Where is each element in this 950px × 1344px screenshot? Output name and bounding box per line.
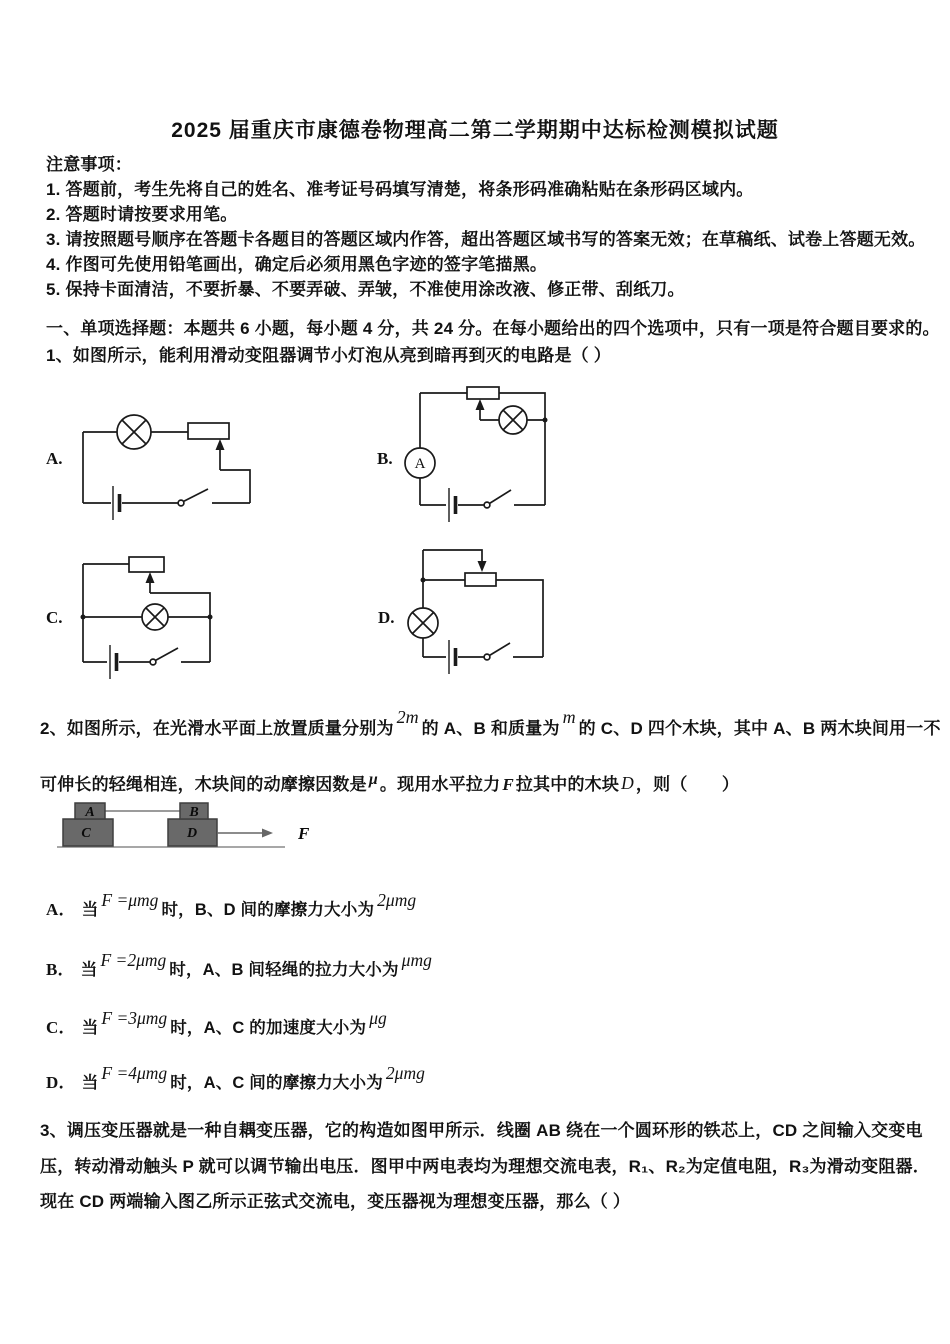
q2-text: 2、如图所示，在光滑水平面上放置质量分别为: [40, 719, 394, 738]
circuit-option-d: [408, 550, 543, 674]
q2-option-b: [46, 950, 435, 980]
junction-dot: [421, 578, 426, 583]
option-formula: μg: [369, 1008, 387, 1028]
note-item-5: 5. 保持卡面清洁，不要折暴、不要弄破、弄皱，不准使用涂改液、修正带、刮纸刀。: [46, 280, 685, 299]
block-b-label: B: [189, 805, 199, 820]
option-text: 当: [81, 901, 99, 919]
option-formula: F =4μmg: [101, 1063, 168, 1083]
option-label: A．: [46, 900, 76, 919]
option-formula: μmg: [401, 950, 432, 970]
wiper-arrow-icon: [478, 561, 487, 572]
question-1-text: 1、如图所示，能利用滑动变阻器调节小灯泡从亮到暗再到灭的电路是（ ）: [46, 346, 611, 365]
q3-line-1: 3、调压变压器就是一种自耦变压器，它的构造如图甲所示．线圈 AB 绕在一个圆环形的铁芯上，CD 之间输入交变电: [40, 1121, 923, 1140]
lamp-icon: [117, 415, 151, 449]
option-label: B．: [46, 960, 75, 979]
circuit-option-a: [83, 415, 250, 520]
circuit-c-label: C.: [46, 608, 63, 627]
switch-icon: [484, 643, 510, 660]
battery-icon: [449, 640, 456, 674]
wiper-arrow-icon: [216, 439, 225, 470]
option-label: C．: [46, 1018, 76, 1037]
battery-icon: [113, 486, 120, 520]
option-text: 当: [80, 961, 98, 979]
q2-text: ，则（ ）: [635, 775, 740, 794]
q2-option-c: [46, 1008, 390, 1038]
option-label: D．: [46, 1073, 76, 1092]
rheostat-icon: [188, 423, 229, 439]
block-c-label: C: [81, 826, 91, 841]
lamp-icon: [408, 608, 438, 638]
option-formula: 2μmg: [385, 1063, 425, 1083]
lamp-icon: [499, 406, 527, 434]
rheostat-icon: [465, 573, 496, 586]
switch-icon: [178, 489, 208, 506]
junction-dot: [81, 615, 86, 620]
circuit-a-label: A.: [46, 449, 63, 468]
ammeter-letter: A: [414, 456, 426, 472]
question-2-line-1: [40, 707, 941, 739]
option-formula: F =2μmg: [100, 950, 167, 970]
question-3: [40, 1113, 930, 1220]
q2-formula-2m: 2m: [396, 707, 419, 727]
battery-icon: [449, 488, 456, 522]
option-text: 时，A、C 的加速度大小为: [170, 1019, 367, 1037]
q2-text: 。现用水平拉力: [379, 775, 501, 794]
q3-line-2: 压，转动滑动触头 P 就可以调节输出电压．图甲中两电表均为理想交流电表，R₁、R₂为定值电阻，R₃为滑动变阻器．: [40, 1156, 930, 1176]
block-d-label: D: [186, 826, 198, 841]
note-item-1: 1. 答题前，考生先将自己的姓名、准考证号码填写清楚，将条形码准确粘贴在条形码区域内。: [46, 180, 754, 199]
option-text: 时，A、C 间的摩擦力大小为: [170, 1074, 383, 1092]
q2-text: 可伸长的轻绳相连，木块间的动摩擦因数是: [40, 775, 367, 794]
q2-text: 拉其中的木块: [515, 775, 620, 794]
circuit-b-label: B.: [377, 449, 393, 468]
q2-var-D: D: [621, 773, 634, 793]
force-label: F: [298, 824, 310, 843]
rheostat-icon: [129, 557, 164, 572]
note-item-2: 2. 答题时请按要求用笔。: [46, 205, 238, 224]
circuit-option-b: [405, 387, 548, 522]
lamp-icon: [142, 604, 168, 630]
force-arrow-icon: [217, 829, 273, 838]
option-text: 时，B、D 间的摩擦力大小为: [161, 901, 375, 919]
wiper-arrow-icon: [146, 572, 155, 593]
switch-icon: [150, 648, 178, 665]
junction-dot: [543, 418, 548, 423]
q2-formula-mu: μ: [368, 771, 378, 788]
battery-icon: [110, 645, 117, 679]
q2-text: 的 A、B 和质量为: [421, 719, 560, 738]
wiper-arrow-icon: [476, 399, 485, 420]
option-text: 当: [81, 1019, 99, 1037]
note-item-4: 4. 作图可先使用铅笔画出，确定后必须用黑色字迹的签字笔描黑。: [46, 255, 548, 274]
option-text: 时，A、B 间轻绳的拉力大小为: [169, 961, 399, 979]
block-a-label: A: [85, 805, 95, 820]
q2-formula-m: m: [562, 707, 576, 727]
option-formula: F =3μmg: [101, 1008, 168, 1028]
q1-circuits-figure: [0, 380, 950, 695]
notes-heading: 注意事项：: [46, 155, 132, 174]
option-formula: F =μmg: [101, 890, 159, 910]
notes-section: [46, 152, 926, 302]
page-title: 2025 届重庆市康德卷物理高二第二学期期中达标检测模拟试题: [171, 119, 779, 142]
q2-option-d: [46, 1063, 428, 1093]
circuit-option-c: [81, 557, 213, 679]
section-1-header: 一、单项选择题：本题共 6 小题，每小题 4 分，共 24 分。在每小题给出的四个选项中，只有一项是符合题目要求的。: [46, 319, 940, 338]
junction-dot: [208, 615, 213, 620]
question-2-line-2: [40, 770, 739, 795]
q2-option-a: [46, 890, 419, 920]
q2-text: 的 C、D 四个木块，其中 A、B 两木块间用一不: [578, 719, 941, 738]
option-formula: 2μmg: [377, 890, 417, 910]
circuit-d-label: D.: [378, 608, 395, 627]
option-text: 当: [81, 1074, 99, 1092]
section-1: [46, 315, 940, 369]
q2-var-F: F: [502, 775, 514, 794]
q2-blocks-figure: [40, 800, 370, 862]
switch-icon: [484, 490, 511, 508]
rheostat-icon: [467, 387, 499, 399]
q3-line-3: 现在 CD 两端输入图乙所示正弦式交流电，变压器视为理想变压器，那么（ ）: [40, 1192, 631, 1211]
note-item-3: 3. 请按照题号顺序在答题卡各题目的答题区域内作答，超出答题区域书写的答案无效；在草稿纸、试卷上答题无效。: [46, 230, 926, 249]
